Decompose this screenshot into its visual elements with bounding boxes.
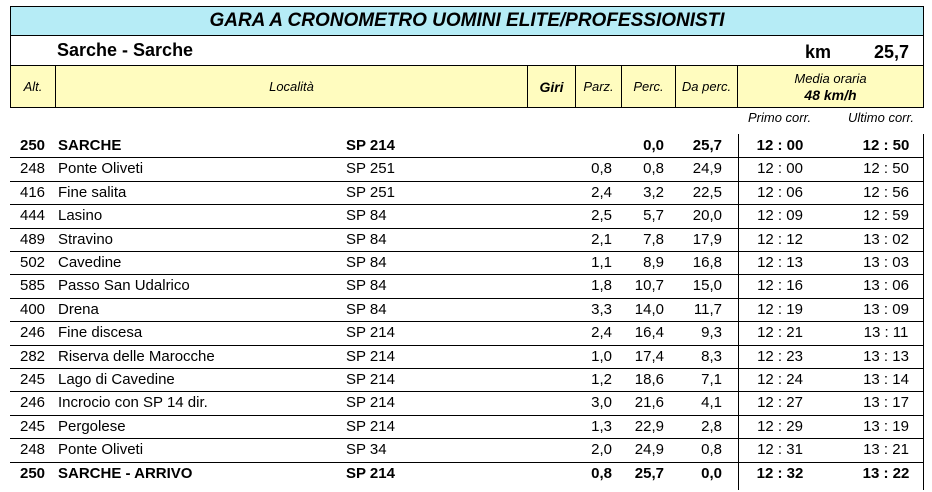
covered-km-cell: 3,2	[643, 183, 664, 201]
covered-km-cell: 8,9	[643, 254, 664, 271]
first-rider-time-cell: 12 : 24	[757, 371, 803, 388]
header-giri: Giri	[528, 66, 576, 108]
road-cell: SP 214	[346, 137, 395, 154]
altitude-cell: 400	[20, 300, 46, 318]
covered-km-cell: 24,9	[634, 441, 664, 459]
last-rider-time-cell: 13 : 22	[862, 464, 910, 482]
first-rider-time-cell: 12 : 31	[757, 441, 803, 459]
road-cell: SP 34	[346, 441, 387, 459]
last-rider-time-cell: 12 : 50	[863, 160, 909, 178]
remaining-km-cell: 8,3	[701, 347, 722, 365]
location-cell: Drena	[58, 300, 99, 318]
covered-km-cell: 18,6	[634, 371, 664, 388]
first-rider-time-cell: 12 : 12	[757, 230, 803, 248]
table-row	[10, 462, 924, 485]
table-row	[10, 415, 924, 439]
first-rider-time-cell: 12 : 32	[756, 464, 804, 482]
road-cell: SP 214	[346, 394, 395, 412]
table-row	[10, 345, 924, 369]
road-cell: SP 84	[346, 277, 387, 295]
location-cell: Cavedine	[58, 254, 122, 271]
partial-km-cell: 1,0	[591, 347, 612, 365]
partial-km-cell: 2,0	[591, 441, 612, 459]
first-rider-time-cell: 12 : 13	[757, 254, 803, 271]
altitude-cell: 250	[20, 464, 46, 482]
covered-km-cell: 16,4	[634, 324, 664, 342]
table-row	[10, 251, 924, 275]
road-cell: SP 214	[346, 347, 395, 365]
partial-km-cell: 2,4	[591, 183, 612, 201]
road-cell: SP 84	[346, 254, 387, 271]
covered-km-cell: 21,6	[634, 394, 664, 412]
partial-km-cell: 0,8	[591, 464, 612, 482]
timetable-sheet	[10, 2, 928, 490]
location-cell: Lago di Cavedine	[58, 371, 175, 388]
remaining-km-cell: 17,9	[692, 230, 722, 248]
partial-km-cell: 0,8	[591, 160, 612, 178]
remaining-km-cell: 7,1	[701, 371, 722, 388]
location-cell: SARCHE - ARRIVO	[58, 464, 193, 482]
table-row	[10, 274, 924, 298]
first-rider-time-cell: 12 : 00	[757, 160, 803, 178]
remaining-km-cell: 0,8	[701, 441, 722, 459]
table-row	[10, 321, 924, 345]
location-cell: Ponte Oliveti	[58, 160, 144, 178]
last-rider-time-cell: 13 : 06	[863, 277, 909, 295]
header-localita: Località	[56, 66, 528, 108]
table-row	[10, 228, 924, 252]
subheader-ultimo: Ultimo corr.	[848, 110, 914, 125]
location-cell: SARCHE	[58, 137, 122, 154]
last-rider-time-cell: 13 : 19	[863, 417, 909, 435]
table-row	[10, 438, 924, 462]
last-rider-time-cell: 13 : 02	[863, 230, 909, 248]
last-rider-time-cell: 12 : 50	[862, 137, 910, 154]
race-title: GARA A CRONOMETRO UOMINI ELITE/PROFESSIONISTI	[10, 6, 924, 36]
first-rider-time-cell: 12 : 29	[757, 417, 803, 435]
first-rider-time-cell: 12 : 23	[757, 347, 803, 365]
last-rider-time-cell: 12 : 56	[863, 183, 909, 201]
altitude-cell: 502	[20, 254, 46, 271]
table-row	[10, 181, 924, 205]
covered-km-cell: 5,7	[643, 207, 664, 225]
covered-km-cell: 0,0	[643, 137, 664, 154]
altitude-cell: 248	[20, 160, 46, 178]
altitude-cell: 245	[20, 417, 46, 435]
road-cell: SP 84	[346, 207, 387, 225]
route-name: Sarche - Sarche	[57, 40, 194, 60]
altitude-cell: 250	[20, 137, 46, 154]
location-cell: Ponte Oliveti	[58, 441, 144, 459]
km-label: km	[805, 42, 832, 62]
first-rider-time-cell: 12 : 06	[757, 183, 803, 201]
road-cell: SP 84	[346, 230, 387, 248]
table-row	[10, 368, 924, 392]
table-row	[10, 391, 924, 415]
first-rider-time-cell: 12 : 16	[757, 277, 803, 295]
remaining-km-cell: 4,1	[701, 394, 722, 412]
covered-km-cell: 17,4	[634, 347, 664, 365]
partial-km-cell: 3,3	[591, 300, 612, 318]
remaining-km-cell: 22,5	[692, 183, 722, 201]
altitude-cell: 444	[20, 207, 46, 225]
altitude-cell: 246	[20, 394, 46, 412]
last-rider-time-cell: 13 : 13	[863, 347, 909, 365]
covered-km-cell: 25,7	[634, 464, 664, 482]
location-cell: Fine discesa	[58, 324, 143, 342]
header-da-perc: Da perc.	[676, 66, 738, 108]
first-rider-time-cell: 12 : 09	[757, 207, 803, 225]
covered-km-cell: 10,7	[634, 277, 664, 295]
last-rider-time-cell: 13 : 17	[863, 394, 909, 412]
remaining-km-cell: 0,0	[701, 464, 722, 482]
partial-km-cell: 3,0	[591, 394, 612, 412]
header-parz: Parz.	[576, 66, 622, 108]
header-media-oraria	[738, 66, 924, 108]
last-rider-time-cell: 13 : 03	[863, 254, 909, 271]
first-rider-time-cell: 12 : 00	[756, 137, 804, 154]
remaining-km-cell: 11,7	[693, 300, 722, 318]
remaining-km-cell: 9,3	[701, 324, 722, 342]
covered-km-cell: 14,0	[634, 300, 664, 318]
partial-km-cell: 1,8	[591, 277, 612, 295]
road-cell: SP 214	[346, 324, 395, 342]
first-rider-time-cell: 12 : 21	[757, 324, 803, 342]
road-cell: SP 251	[346, 183, 395, 201]
remaining-km-cell: 25,7	[692, 137, 722, 154]
first-rider-time-cell: 12 : 19	[757, 300, 803, 318]
altitude-cell: 245	[20, 371, 46, 388]
remaining-km-cell: 16,8	[692, 254, 722, 271]
partial-km-cell: 1,2	[591, 371, 612, 388]
location-cell: Incrocio con SP 14 dir.	[58, 394, 208, 412]
km-value: 25,7	[873, 42, 909, 62]
partial-km-cell: 2,1	[591, 230, 612, 248]
last-rider-time-cell: 13 : 09	[863, 300, 909, 318]
table-row	[10, 204, 924, 228]
first-rider-time-cell: 12 : 27	[757, 394, 803, 412]
road-cell: SP 214	[346, 464, 395, 482]
covered-km-cell: 22,9	[634, 417, 664, 435]
remaining-km-cell: 2,8	[701, 417, 722, 435]
location-cell: Passo San Udalrico	[58, 277, 190, 295]
partial-km-cell: 2,5	[591, 207, 612, 225]
media-label: Media oraria	[794, 70, 867, 86]
remaining-km-cell: 15,0	[692, 277, 722, 295]
location-cell: Lasino	[58, 207, 103, 225]
altitude-cell: 416	[20, 183, 46, 201]
table-row	[10, 134, 924, 158]
route-bar	[10, 36, 924, 66]
header-perc: Perc.	[622, 66, 676, 108]
altitude-cell: 248	[20, 441, 46, 459]
table-row	[10, 298, 924, 322]
partial-km-cell: 1,3	[591, 417, 612, 435]
road-cell: SP 214	[346, 371, 395, 388]
covered-km-cell: 0,8	[643, 160, 664, 178]
table-row	[10, 157, 924, 181]
remaining-km-cell: 24,9	[692, 160, 722, 178]
subheader-primo: Primo corr.	[748, 110, 812, 125]
partial-km-cell: 1,1	[591, 254, 612, 271]
road-cell: SP 214	[346, 417, 395, 435]
partial-km-cell: 2,4	[591, 324, 612, 342]
last-rider-time-cell: 13 : 11	[863, 324, 909, 342]
altitude-cell: 246	[20, 324, 46, 342]
location-cell: Riserva delle Marocche	[58, 347, 215, 365]
road-cell: SP 251	[346, 160, 395, 178]
last-rider-time-cell: 12 : 59	[863, 207, 909, 225]
location-cell: Pergolese	[58, 417, 126, 435]
road-cell: SP 84	[346, 300, 387, 318]
remaining-km-cell: 20,0	[692, 207, 722, 225]
altitude-cell: 489	[20, 230, 46, 248]
altitude-cell: 585	[20, 277, 46, 295]
location-cell: Stravino	[58, 230, 114, 248]
covered-km-cell: 7,8	[643, 230, 664, 248]
header-alt: Alt.	[10, 66, 56, 108]
last-rider-time-cell: 13 : 21	[863, 441, 909, 459]
media-value: 48 km/h	[804, 86, 857, 103]
location-cell: Fine salita	[58, 183, 127, 201]
altitude-cell: 282	[20, 347, 46, 365]
last-rider-time-cell: 13 : 14	[863, 371, 909, 388]
